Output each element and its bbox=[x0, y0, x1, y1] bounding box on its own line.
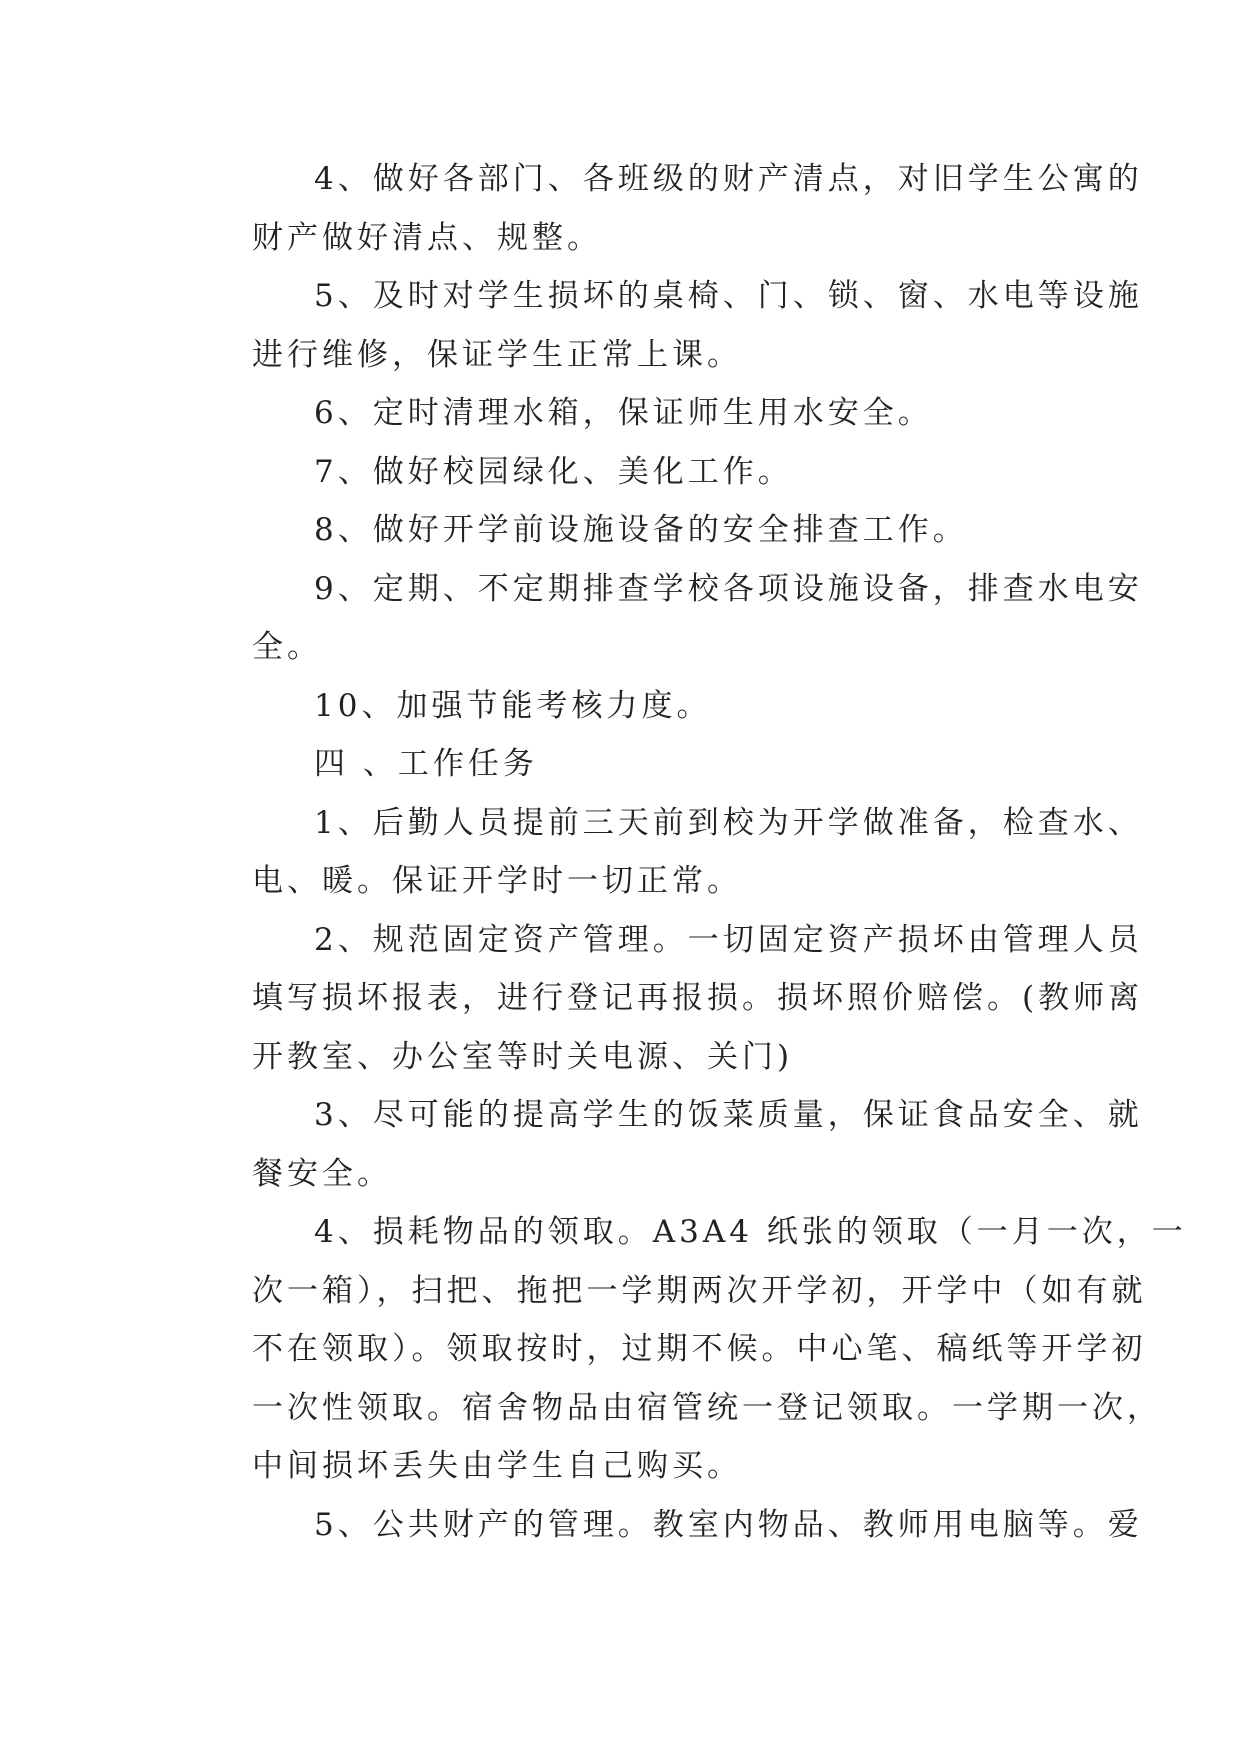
section-heading-work-tasks bbox=[190, 735, 1056, 794]
text-line: 9、定期、不定期排查学校各项设施设备，排查水电安 bbox=[314, 570, 1143, 607]
text-line: 一次性领取。宿舍物品由宿管统一登记领取。一学期一次， bbox=[252, 1389, 1162, 1426]
text-line: 6、定时清理水箱，保证师生用水安全。 bbox=[314, 395, 933, 431]
text-line: 5、公共财产的管理。教室内物品、教师用电脑等。爱 bbox=[314, 1506, 1143, 1543]
paragraph-item-10-energy bbox=[190, 677, 1056, 736]
paragraph-item-4-property-inventory bbox=[190, 150, 1143, 267]
document-body bbox=[190, 150, 1187, 1554]
text-line: 2、规范固定资产管理。一切固定资产损坏由管理人员 bbox=[314, 921, 1143, 958]
paragraph-task-4-supplies bbox=[190, 1203, 1187, 1496]
text-line: 电、暖。保证开学时一切正常。 bbox=[252, 863, 742, 899]
text-line: 进行维修，保证学生正常上课。 bbox=[252, 336, 742, 373]
text-line: 次一箱），扫把、拖把一学期两次开学初，开学中（如有就 bbox=[252, 1272, 1147, 1309]
paragraph-item-8-safety-check bbox=[190, 501, 1056, 560]
paragraph-item-9-inspection bbox=[190, 560, 1143, 677]
text-line: 3、尽可能的提高学生的饭菜质量，保证食品安全、就 bbox=[314, 1097, 1143, 1133]
section-heading: 四 、工作任务 bbox=[314, 746, 538, 782]
text-line: 1、后勤人员提前三天前到校为开学做准备，检查水、 bbox=[314, 804, 1143, 841]
paragraph-task-3-food-quality bbox=[190, 1086, 1143, 1203]
text-line: 10、加强节能考核力度。 bbox=[314, 687, 712, 724]
paragraph-task-5-public-property bbox=[190, 1496, 1143, 1555]
text-line: 4、损耗物品的领取。A3A4 纸张的领取（一月一次，一 bbox=[314, 1214, 1187, 1250]
text-line: 4、做好各部门、各班级的财产清点，对旧学生公寓的 bbox=[314, 161, 1143, 197]
paragraph-item-5-repairs bbox=[190, 267, 1143, 384]
text-line: 7、做好校园绿化、美化工作。 bbox=[314, 453, 793, 490]
text-line: 5、及时对学生损坏的桌椅、门、锁、窗、水电等设施 bbox=[314, 278, 1143, 314]
text-line: 餐安全。 bbox=[252, 1155, 392, 1192]
text-line: 填写损坏报表，进行登记再报损。损坏照价赔偿。(教师离 bbox=[252, 980, 1144, 1016]
paragraph-task-2-fixed-assets bbox=[190, 911, 1144, 1087]
paragraph-item-7-greening bbox=[190, 443, 1056, 502]
paragraph-task-1-preparation bbox=[190, 794, 1143, 911]
text-line: 全。 bbox=[252, 629, 322, 665]
paragraph-item-6-water-tank bbox=[190, 384, 1056, 443]
text-line: 8、做好开学前设施设备的安全排查工作。 bbox=[314, 512, 968, 548]
text-line: 开教室、办公室等时关电源、关门) bbox=[252, 1038, 794, 1075]
text-line: 中间损坏丢失由学生自己购买。 bbox=[252, 1448, 742, 1484]
text-line: 财产做好清点、规整。 bbox=[252, 219, 602, 256]
text-line: 不在领取）。领取按时，过期不候。中心笔、稿纸等开学初 bbox=[252, 1331, 1147, 1367]
